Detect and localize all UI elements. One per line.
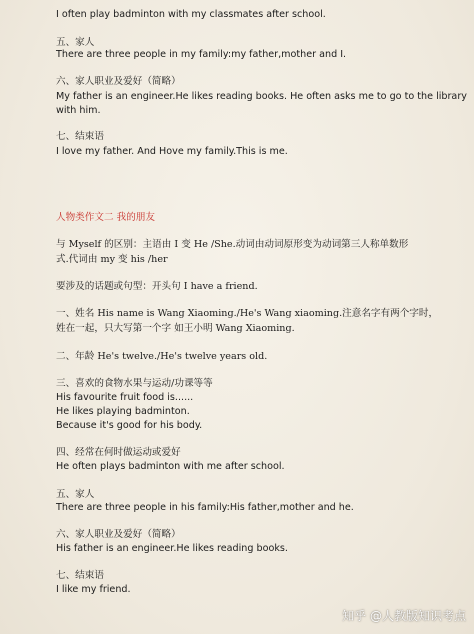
watermark: 知乎 @人教版知识考点 [342, 609, 466, 623]
text-line: I like my friend. [56, 584, 131, 595]
section-heading: 五、家人 [56, 489, 95, 500]
text-line: 二、年龄 He's twelve./He's twelve years old. [56, 351, 268, 362]
text-line: 一、姓名 His name is Wang Xiaoming./He's Wang xiaoming.注意名字有两个字时， [56, 308, 439, 319]
text-line: 姓在一起，只大写第一个字 如王小明 Wang Xiaoming. [56, 323, 295, 334]
text-line: There are three people in his family:His father,mother and he. [56, 502, 354, 513]
text-line: I often play badminton with my classmates after school. [56, 9, 326, 20]
text-line: There are three people in my family:my father,mother and I. [56, 49, 347, 60]
text-line: with him. [56, 105, 101, 116]
section-heading: 七、结束语 [56, 131, 104, 142]
text-line: Because it's good for his body. [56, 420, 203, 431]
section-heading: 三、喜欢的食物水果与运动/功课等等 [56, 378, 213, 389]
text-line: His favourite fruit food is...... [56, 392, 194, 403]
text-line: My father is an engineer.He likes reading books. He often asks me to go to the library [56, 91, 467, 102]
section-heading: 七、结束语 [56, 570, 104, 581]
text-line: 与 Myself 的区别：主语由 I 变 He /She.动词由动词原形变为动词第三人称单数形 [56, 239, 409, 250]
section-heading: 四、经常在何时做运动或爱好 [56, 447, 181, 458]
text-line: He often plays badminton with me after school. [56, 461, 285, 472]
text-line: I love my father. And Hove my family.This is me. [56, 146, 288, 157]
section-heading: 六、家人职业及爱好（简略） [56, 76, 181, 87]
text-line: He likes playing badminton. [56, 406, 190, 417]
text-line: 要涉及的话题或句型：开头句 I have a friend. [56, 281, 258, 292]
text-line: 式.代词由 my 变 his /her [56, 254, 168, 265]
section-heading: 五、家人 [56, 37, 95, 48]
text-line: His father is an engineer.He likes reading books. [56, 543, 288, 554]
article-title: 人物类作文二 我的朋友 [56, 212, 155, 223]
section-heading: 六、家人职业及爱好（简略） [56, 529, 181, 540]
